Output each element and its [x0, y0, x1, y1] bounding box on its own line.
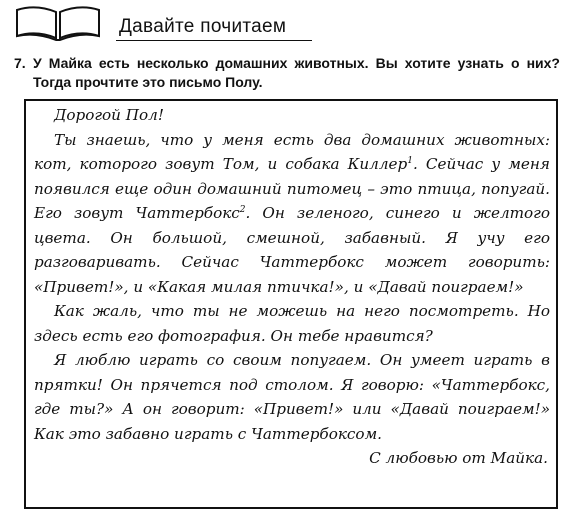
- book-icon: [14, 4, 102, 42]
- letter-paragraph-1: [34, 128, 550, 300]
- letter-salutation: Дорогой Пол!: [54, 106, 164, 124]
- footnote-marker-2: 2: [239, 204, 246, 215]
- task-text: У Майка есть несколько домашних животных. Вы хотите узнать о них? Тогда прочтите это письмо Полу.: [33, 55, 560, 90]
- task-instruction: [14, 54, 560, 92]
- letter-paragraph-1-part-a: Ты знаешь, что у меня есть два домашних животных: кот, которого зовут Том, и собака Киллер: [34, 130, 550, 173]
- letter-paragraph-3: Я люблю играть со своим попугаем. Он умеет играть в прятки! Он прячется под столом. Я говорю: «Чаттербокс, где ты?» А он говорит: «Привет!» или «Давай поиграем!» Как это забавно играть с Чаттербоксом.: [34, 351, 550, 443]
- footnote-marker-1: 1: [407, 155, 413, 166]
- section-title: Давайте почитаем: [119, 16, 287, 37]
- section-header: [14, 4, 314, 44]
- letter-paragraph-1-part-b: . Сейчас у меня появился еще один домашний питомец – это птица, попугай. Его зовут Чаттербокс: [34, 155, 550, 222]
- task-number: 7.: [14, 55, 26, 71]
- letter-box: [24, 99, 558, 509]
- letter-signature: С любовью от Майка.: [369, 449, 548, 467]
- letter-paragraph-1-part-c: . Он зеленого, синего и желтого цвета. Он большой, смешной, забавный. Я учу его разговаривать. Сейчас Чаттербокс может говорить: «Привет!», и «Какая милая птичка!», и «Давай поиграем!»: [34, 204, 550, 296]
- title-underline: [116, 40, 312, 41]
- letter-paragraph-2: Как жаль, что ты не можешь на него посмотреть. Но здесь есть его фотография. Он тебе нравится?: [34, 302, 550, 345]
